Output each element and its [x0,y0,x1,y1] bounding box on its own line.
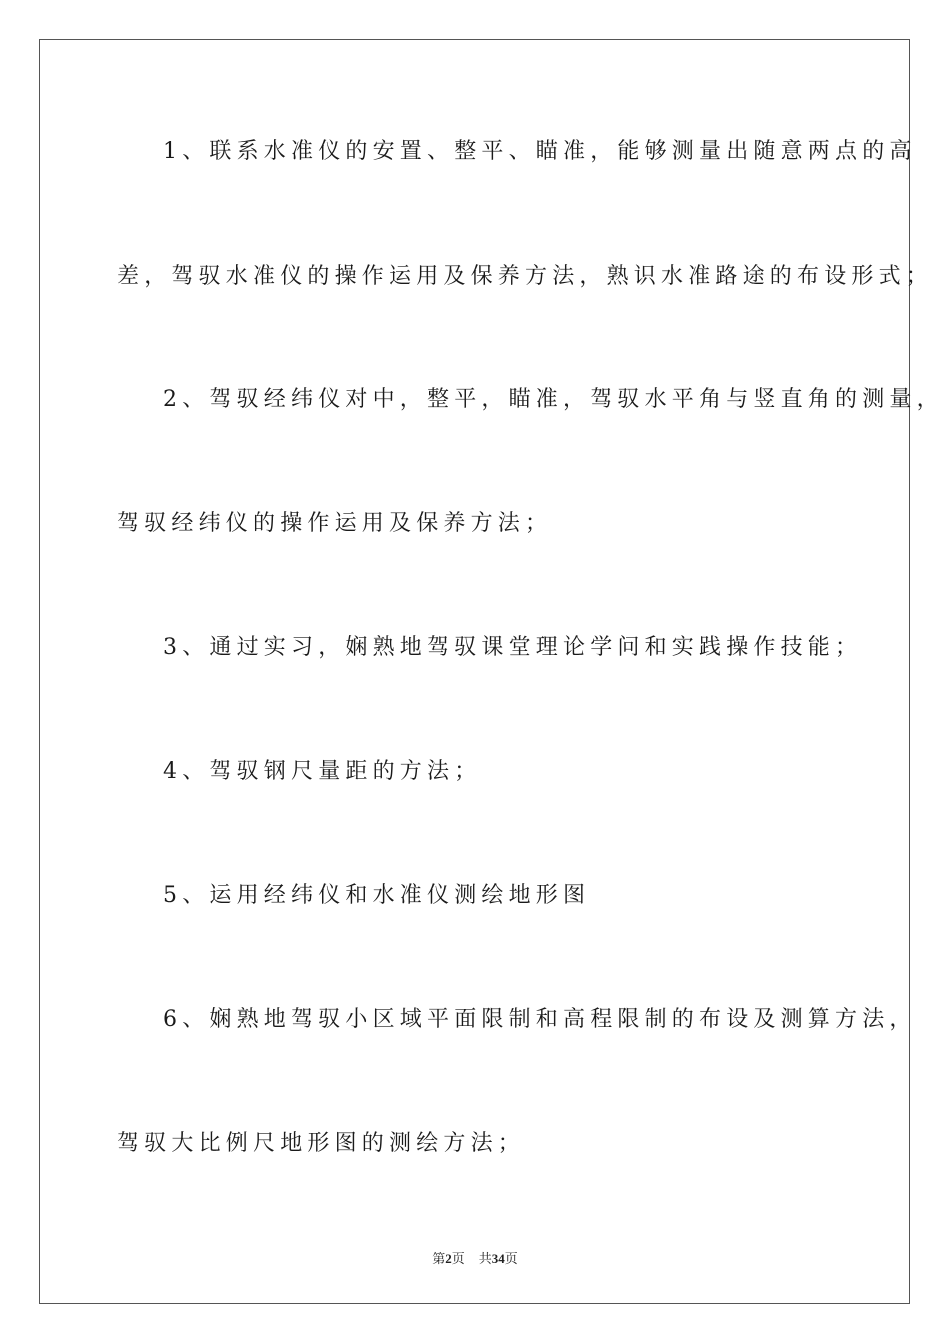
paragraph-3: 3、通过实习，娴熟地驾驭课堂理论学问和实践操作技能； [163,635,863,660]
page-footer [0,1248,950,1267]
footer-total-suffix: 页 [504,1251,518,1266]
paragraph-2-line-1: 2、驾驭经纬仪对中，整平，瞄准，驾驭水平角与竖直角的测量， [163,387,944,412]
paragraph-2-line-2: 驾驭经纬仪的操作运用及保养方法； [117,511,553,536]
paragraph-4: 4、驾驭钢尺量距的方法； [163,759,482,784]
footer-total-prefix: 共 [478,1251,492,1266]
paragraph-1-line-1: 1、联系水准仪的安置、整平、瞄准，能够测量出随意两点的高 [163,139,917,164]
footer-page-prefix: 第 [432,1251,446,1266]
paragraph-6-line-1: 6、娴熟地驾驭小区域平面限制和高程限制的布设及测算方法， [163,1007,917,1032]
paragraph-6-line-2: 驾驭大比例尺地形图的测绘方法； [117,1131,526,1156]
paragraph-5: 5、运用经纬仪和水准仪测绘地形图 [163,883,591,908]
paragraph-1-line-2: 差，驾驭水准仪的操作运用及保养方法，熟识水准路途的布设形式； [117,264,934,289]
page-border [39,39,944,1304]
footer-page-suffix: 页 [451,1251,465,1266]
footer-total-pages: 34 [491,1251,505,1266]
footer-page-number: 2 [445,1251,452,1266]
